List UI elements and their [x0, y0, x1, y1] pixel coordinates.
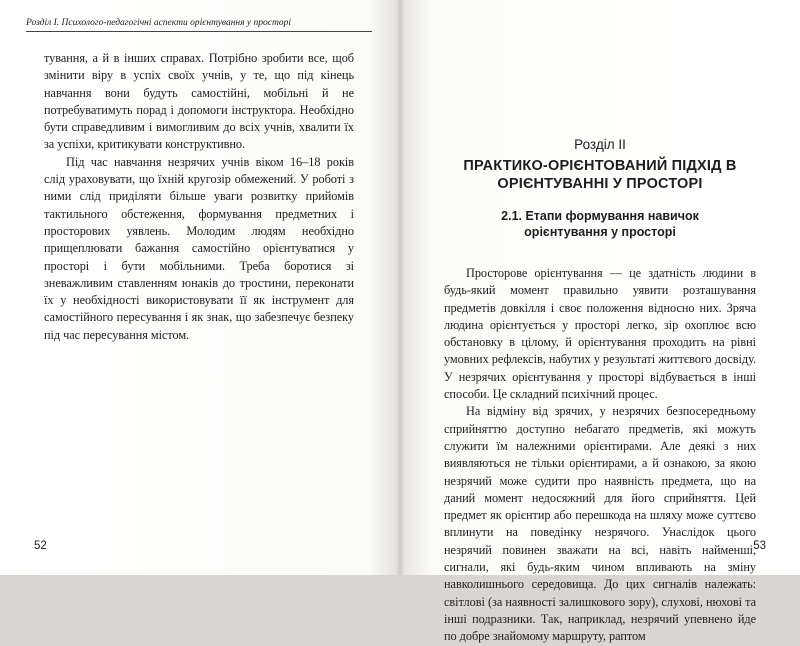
paragraph: тування, а й в інших справах. Потрібно зробити все, щоб змінити віру в успіх своїх учнів, у те, що під кінець навчання вони будуть самостійні, мобільні й не потребуватимуть порад і допомоги інструктора. Необхідно бути справедливим і вимогливим до всіх учнів, хвалити їх за успіхи, критикувати конструктивно.: [44, 51, 354, 152]
paragraph: Просторове орієнтування — це здатність людини в будь-який момент правильно уявити розташування предметів довкілля і своє положення відносно них. Зряча людина орієнтується у просторі легко, зір охоплює всю обстановку в цілому, й орієнтування проходить на рівні умовних рефлексів, набутих у результаті життєвого досвіду. У незрячих орієнтування у просторі відбувається в інші способи. Це складний психічний процес.: [444, 266, 756, 402]
page-number: 52: [34, 540, 47, 552]
page-number: 53: [753, 540, 766, 552]
subsection-title: 2.1. Етапи формування навичок орієнтування у просторі: [501, 209, 699, 239]
right-body-text: [444, 265, 756, 646]
right-page: [400, 0, 800, 644]
paragraph: На відміну від зрячих, у незрячих безпосередньому сприйняттю доступно небагато предметів, які можуть служити їм належними орієнтирами. Але деякі з них виявляються не тільки орієнтирами, а й ознакою, за якою незрячий може судити про наявність предмета, що на даний момент недосяжний для його сприйняття. Цей предмет як орієнтир або перешкода на шляху може суттєво вплинути на поведінку незрячого. Унаслідок цього незрячий повинен зважати на всі, навіть найменші, сигнали, які будь-яким чином впливають на зміну навколишнього середовища. До цих сигналів належать: світлові (за наявності залишкового зору), слухові, нюхові та інші подразники. Так, наприклад, незрячий упевнено йде по добре знайомому маршруту, раптом: [444, 404, 756, 644]
section-title: ПРАКТИКО-ОРІЄНТОВАНИЙ ПІДХІД В ОРІЄНТУВАННІ У ПРОСТОРІ: [463, 158, 737, 192]
paragraph: Під час навчання незрячих учнів віком 16–18 років слід ураховувати, що їхній кругозір обмежений. У роботі з ними слід приділяти більше уваги розвитку прийомів тактильного обстеження, формування предметних і просторових уявлень. Молодим людям необхідно прищеплювати бажання самостійно орієнтуватися у просторі і бути мобільними. Треба боротися зі зневажливим ставленням юнаків до тростини, переконати їх у необхідності використовувати її як інструмент для самостійного пересування і як знак, що забезпечує безпеку під час пересування містом.: [44, 154, 354, 342]
running-head: Розділ I. Психолого-педагогічні аспекти орієнтування у просторі: [26, 18, 372, 32]
left-body-text: [44, 50, 354, 344]
left-page: [0, 0, 400, 575]
section-label: Розділ II: [574, 137, 626, 152]
